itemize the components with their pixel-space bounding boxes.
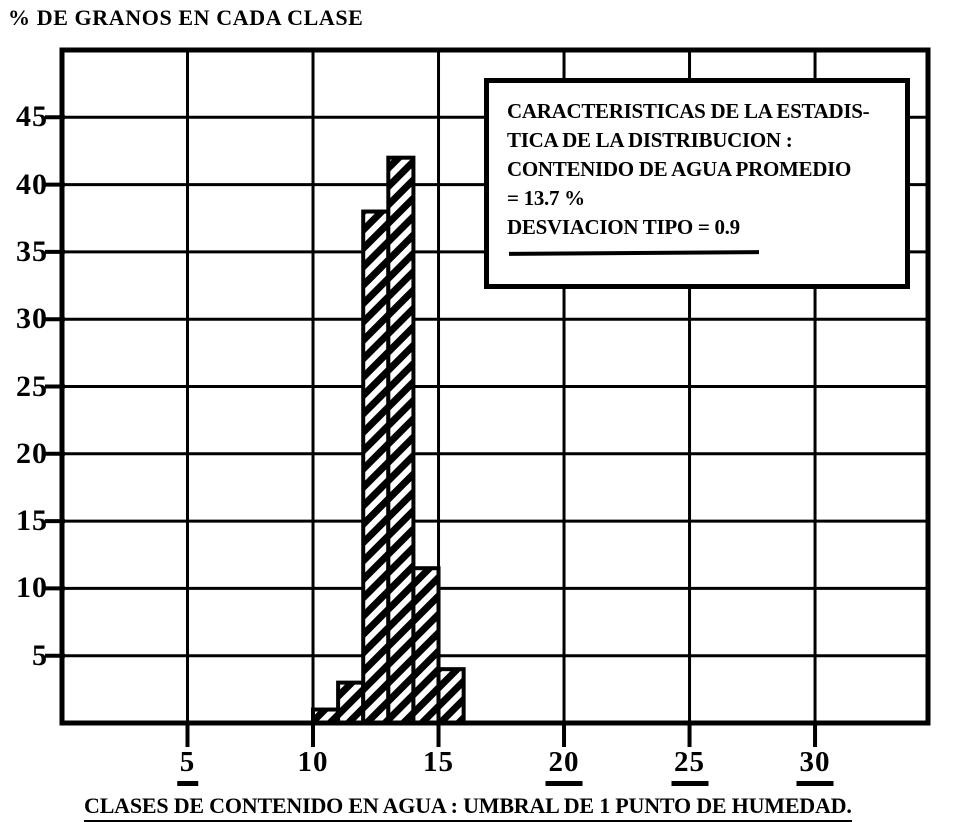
annotation-line: DESVIACION TIPO = 0.9 [507, 215, 740, 239]
y-tick-label: 35 [16, 234, 48, 268]
histogram-bar [413, 568, 438, 723]
x-tick-label: 15 [423, 746, 455, 778]
histogram-bar [363, 212, 388, 723]
y-tick-label: 45 [16, 100, 48, 134]
x-axis-caption: CLASES DE CONTENIDO EN AGUA : UMBRAL DE 1 PUNTO DE HUMEDAD. [84, 793, 852, 822]
x-tick-label: 25 [671, 748, 708, 786]
y-tick-label: 40 [16, 167, 48, 201]
annotation-line: CARACTERISTICAS DE LA ESTADIS- [507, 99, 870, 123]
y-tick-label: 25 [16, 369, 48, 403]
x-tick-label: 30 [797, 748, 834, 786]
y-tick-label: 5 [32, 638, 48, 672]
histogram-bar [439, 669, 464, 723]
histogram-bar [388, 158, 413, 723]
x-tick-label: 10 [297, 746, 329, 778]
y-tick-label: 30 [16, 302, 48, 336]
annotation-line: CONTENIDO DE AGUA PROMEDIO [507, 157, 851, 181]
histogram-bar [338, 683, 363, 723]
statistics-annotation-box [484, 78, 910, 289]
annotation-line: = 13.7 % [507, 186, 585, 210]
y-tick-label: 20 [16, 436, 48, 470]
y-tick-label: 10 [16, 571, 48, 605]
x-tick-label: 5 [177, 748, 199, 786]
x-tick-label: 20 [546, 748, 583, 786]
annotation-underline [509, 250, 759, 256]
chart-title: % DE GRANOS EN CADA CLASE [8, 5, 364, 30]
y-tick-label: 15 [16, 504, 48, 538]
annotation-line: TICA DE LA DISTRIBUCION : [507, 128, 793, 152]
